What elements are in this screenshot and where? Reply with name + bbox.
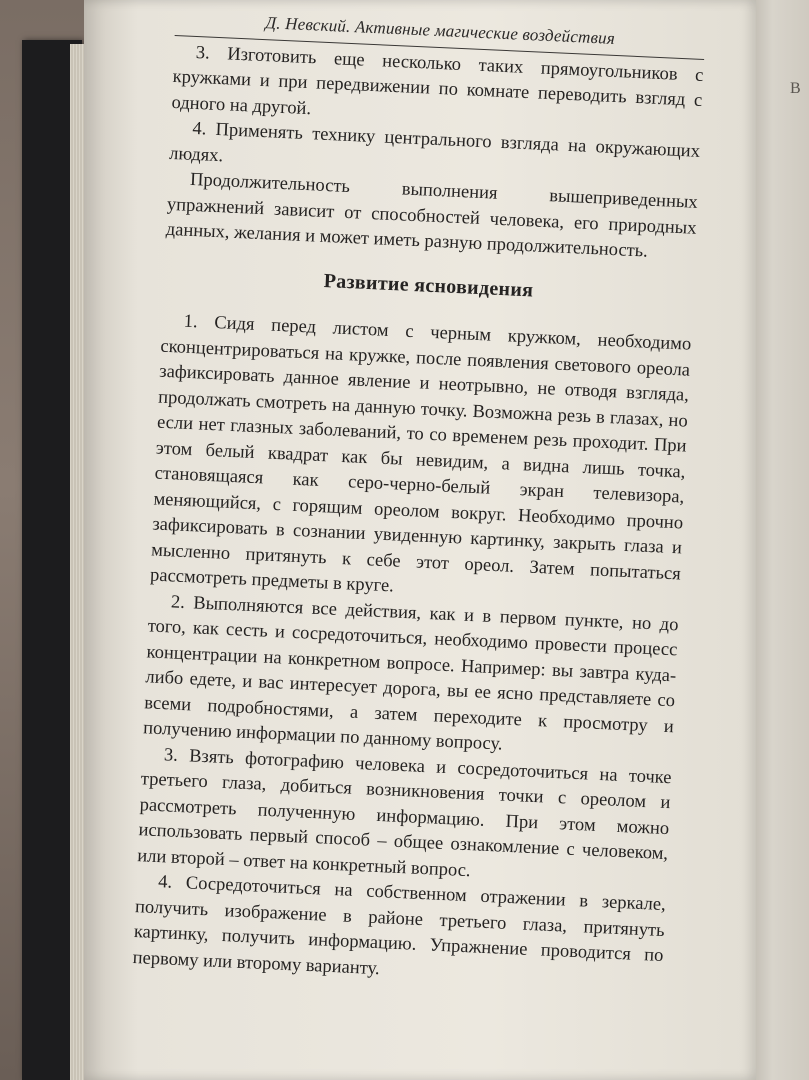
section-heading: Развитие ясновидения <box>323 269 534 301</box>
page-text-block <box>132 6 705 995</box>
paragraph-clairvoyance-4: 4. Сосредоточиться на собственном отражении в зеркале, получить изображение в районе третьего глаза, притянуть картинку, получить информацию. Упражнение проводится по первому или второму варианту. <box>132 872 667 979</box>
paragraph-clairvoyance-1: 1. Сидя перед листом с черным кружком, необходимо сконцентрироваться на кружке, после появления светового ореола зафиксировать данное явление и неотрывно, не отводя взгляда, продолжать смотреть на данную точку. Возможна резь в глазах, но если нет глазных заболеваний, то со временем резь проходит. При этом белый квадрат как бы невидим, а видна лишь точка, становящаяся как серо-черно-белый экран телевизора, меняющийся, с горящим ореолом вокруг. Необходимо прочно зафиксировать в сознании увиденную картинку, закрыть глаза и мысленно притянуть к себе этот ореол. Затем попытаться рассмотреть предметы в круге. <box>149 311 692 597</box>
paragraph-duration: Продолжительность выполнения вышеприведенных упражнений зависит от способностей человека, его природных данных, желания и может иметь разную продолжительность. <box>165 169 699 262</box>
facing-page-glyph: В <box>790 80 801 97</box>
paragraph-exercise-3: 3. Изготовить еще несколько таких прямоугольников с кружками и при передвижении по комнате переводить взгляд с одного на другой. <box>171 42 704 119</box>
paragraph-exercise-4: 4. Применять технику центрального взгляда на окружающих людях. <box>168 118 701 166</box>
paragraph-clairvoyance-2: 2. Выполняются все действия, как и в первом пункте, но до того, как сесть и сосредоточиться, необходимо провести процесс концентрации на конкретном вопросе. Например: вы завтра куда-либо едете, и вас интересует дорога, вы ее ясно представляете со всеми подробностями, а затем переходите к просмотру и получению информации по данному вопросу. <box>142 591 679 755</box>
running-head: Д. Невский. Активные магические воздействия <box>175 6 706 60</box>
facing-page <box>748 0 809 1080</box>
book-page <box>84 0 756 1080</box>
paragraph-clairvoyance-3: 3. Взять фотографию человека и сосредоточиться на точке третьего глаза, добиться возникновения точки с ореолом и рассмотреть полученную информацию. При этом можно использовать первый способ – общее ознакомление с человеком, или второй – ответ на конкретный вопрос. <box>136 744 672 881</box>
